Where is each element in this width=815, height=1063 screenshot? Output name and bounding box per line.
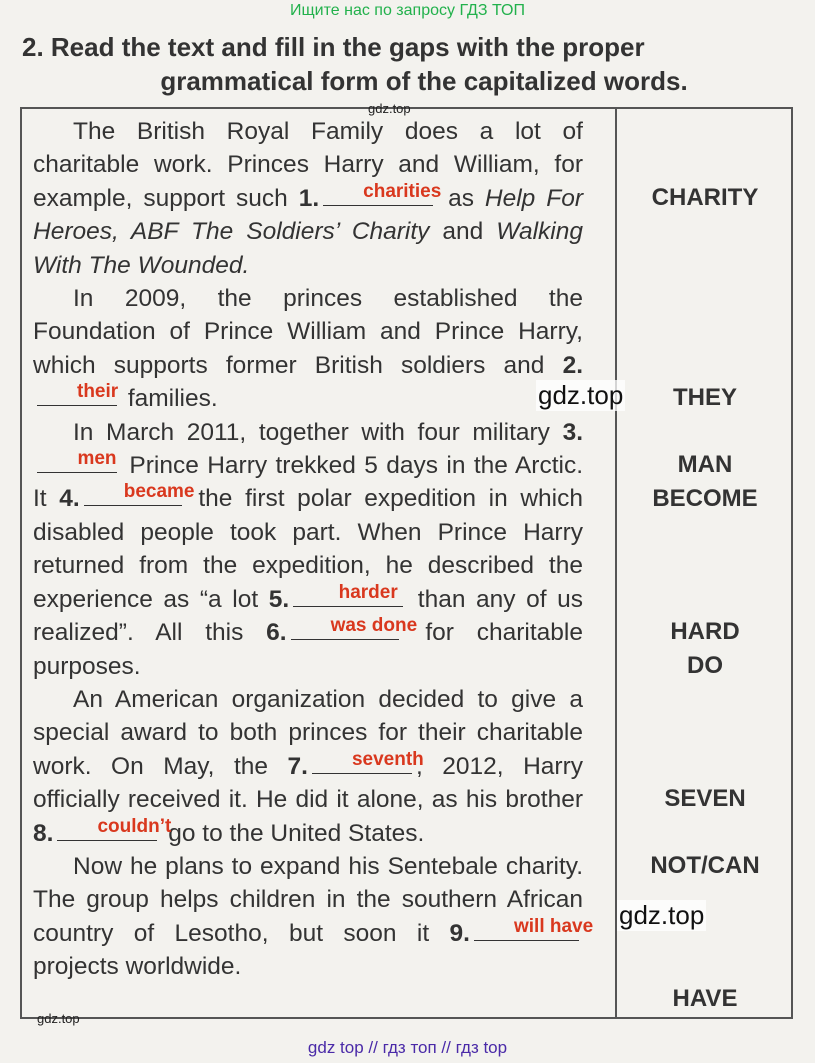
keyword-not-can: NOT/CAN [650,852,760,879]
paragraph-2: In 2009, the princes established the Foundation of Prince William and Prince Harry, which supports former British soldiers and 2. their families. [33,285,583,413]
gap-7[interactable] [312,748,424,774]
gap-3-answer: men [77,448,117,470]
keyword-do: DO [687,652,723,679]
gap-5[interactable] [293,581,403,607]
gap-number-2: 2. [562,351,583,379]
gap-number-4: 4. [59,485,80,513]
paragraph-3: In March 2011, together with four military 3. men Prince Harry trekked 5 days in the Arctic. It 4. became the first polar expedition in which disabled people took part. When Prince Harry returned from the expedition, he described the experience as “a lot 5. harder than any of us realized”. All this 6. was done for charitable purposes. [33,418,584,680]
exercise-text [33,115,594,984]
gap-1-answer: charities [363,180,442,202]
keyword-become: BECOME [652,485,758,512]
gap-number-6: 6. [266,619,287,647]
keyword-have: HAVE [672,985,738,1012]
gap-number-1: 1. [298,184,320,212]
watermark-small-top: gdz.top [368,101,411,116]
gap-4-answer: became [123,481,195,503]
watermark-small-bottom: gdz.top [37,1011,80,1026]
gap-3[interactable] [37,450,117,473]
gap-1[interactable] [323,180,442,206]
gap-number-3: 3. [562,418,583,446]
keyword-hard: HARD [670,618,740,645]
keyword-man: MAN [677,451,733,478]
gap-8-answer: couldn’t [97,815,172,837]
gap-number-8: 8. [33,819,54,847]
gap-2[interactable] [37,383,117,406]
table-column-divider [615,107,617,1019]
gap-6[interactable] [291,615,418,640]
gap-8[interactable] [57,815,172,841]
watermark-mid: gdz.top [538,380,624,410]
gap-2-answer: their [77,381,119,403]
task-title [22,30,802,98]
paragraph-4: An American organization decided to give a special award to both princes for their charitable work. On May, the 7. seventh , 2012, Harry officially received it. He did it alone, as his brother 8. couldn’t go to the United States. [33,685,583,847]
gap-6-answer: was done [330,615,418,637]
watermark-low: gdz.top [619,900,705,930]
gap-4[interactable] [84,481,195,506]
top-banner: Ищите нас по запросу ГДЗ ТОП [290,2,525,19]
keyword-they: THEY [672,384,737,411]
bottom-banner: gdz top // гдз топ // гдз top [307,1038,508,1057]
task-title-line2: grammatical form of the capitalized words. [160,66,688,96]
gap-5-answer: harder [338,581,398,603]
gap-number-7: 7. [287,752,308,780]
gap-9[interactable] [474,915,594,941]
keyword-charity: CHARITY [651,184,759,211]
paragraph-1: The British Royal Family does a lot of charitable work. Princes Harry and William, for example, support such 1. charities as Help For Heroes, ABF The Soldiers’ Charity and Walking With The Wounded. [33,118,583,279]
gap-number-9: 9. [449,919,470,947]
paragraph-5: Now he plans to expand his Sentebale charity. The group helps children in the southern African country of Lesotho, but soon it 9. will have projects worldwide. [33,852,594,981]
gap-number-5: 5. [268,585,290,613]
gap-9-answer: will have [513,915,594,937]
keyword-seven: SEVEN [664,785,746,812]
task-title-line1: 2. Read the text and fill in the gaps with the proper [22,32,645,62]
gap-7-answer: seventh [351,748,424,770]
